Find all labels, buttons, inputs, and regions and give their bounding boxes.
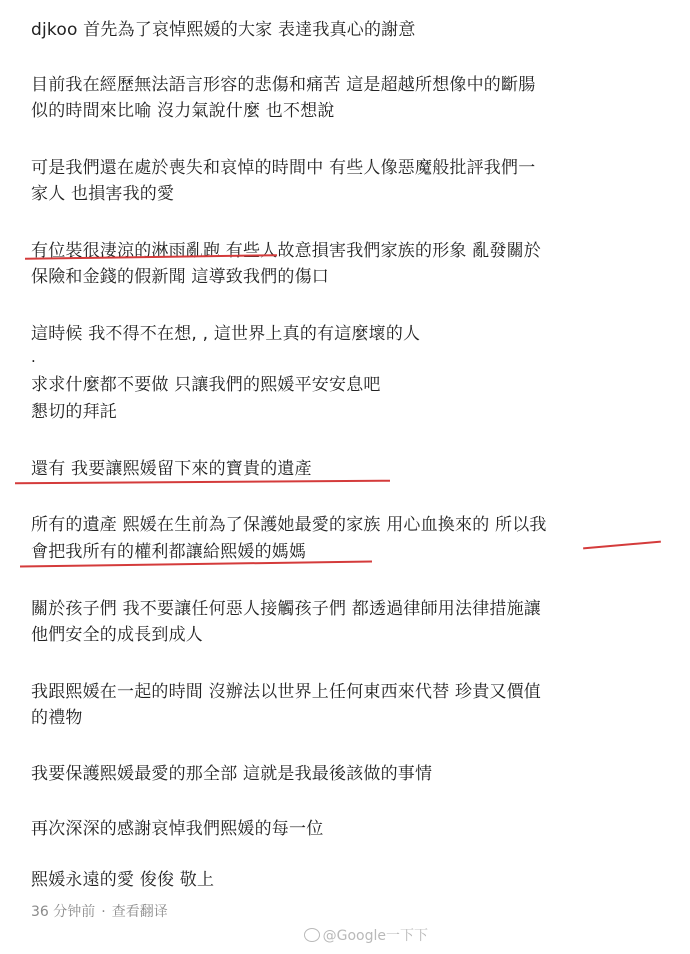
- post-line-15: 關於孩子們 我不要讓任何惡人接觸孩子們 都透過律師用法律措施讓: [31, 599, 542, 619]
- watermark-text: @Google一下下: [322, 928, 428, 944]
- post-line-14: 會把我所有的權利都讓給熙媛的媽媽: [31, 542, 307, 562]
- post-line-20: 再次深深的感謝哀悼我們熙媛的每一位: [31, 819, 324, 839]
- author-name[interactable]: djkoo: [31, 20, 78, 40]
- post-line-2: 目前我在經歷無法語言形容的悲傷和痛苦 這是超越所想像中的斷腸: [31, 75, 536, 95]
- post-line-16: 他們安全的成長到成人: [31, 625, 203, 645]
- post-time: 36 分钟前: [31, 904, 96, 920]
- post-line-19: 我要保護熙媛最愛的那全部 這就是我最後該做的事情: [31, 764, 433, 784]
- weibo-logo-icon: [304, 928, 320, 942]
- post-meta: [31, 901, 168, 921]
- post-line-8: 這時候 我不得不在想, , 這世界上真的有這麼壞的人: [31, 324, 421, 344]
- post-line-17: 我跟熙媛在一起的時間 沒辦法以世界上任何東西來代替 珍貴又價值: [31, 682, 542, 702]
- post-line-9: .: [31, 348, 36, 366]
- watermark: [304, 925, 428, 945]
- highlight-underline-3: [583, 541, 661, 550]
- translate-link[interactable]: 查看翻译: [111, 904, 168, 920]
- post-line-12: 還有 我要讓熙媛留下來的寶貴的遺產: [31, 459, 312, 479]
- post-line-10: 求求什麼都不要做 只讓我們的熙媛平安安息吧: [31, 375, 381, 395]
- post-line-7: 保險和金錢的假新聞 這導致我們的傷口: [31, 267, 330, 287]
- post-line-13: 所有的遺產 熙媛在生前為了保護她最愛的家族 用心血換來的 所以我: [31, 515, 547, 535]
- post-line-18: 的禮物: [31, 708, 83, 728]
- post-line-3: 似的時間來比喻 沒力氣說什麼 也不想說: [31, 101, 335, 121]
- post-line-21: 熙媛永遠的愛 俊俊 敬上: [31, 870, 215, 890]
- post-line-1: djkoo 首先為了哀悼熙媛的大家 表達我真心的謝意: [31, 20, 416, 40]
- post-line-5: 家人 也損害我的愛: [31, 184, 175, 204]
- meta-separator: ·: [101, 904, 106, 920]
- post-line-4: 可是我們還在處於喪失和哀悼的時間中 有些人像惡魔般批評我們一: [31, 158, 536, 178]
- post-line-6: 有位裝很淒涼的淋雨亂跑 有些人故意損害我們家族的形象 亂發關於: [31, 241, 542, 261]
- post-line-11: 懇切的拜託: [31, 402, 117, 422]
